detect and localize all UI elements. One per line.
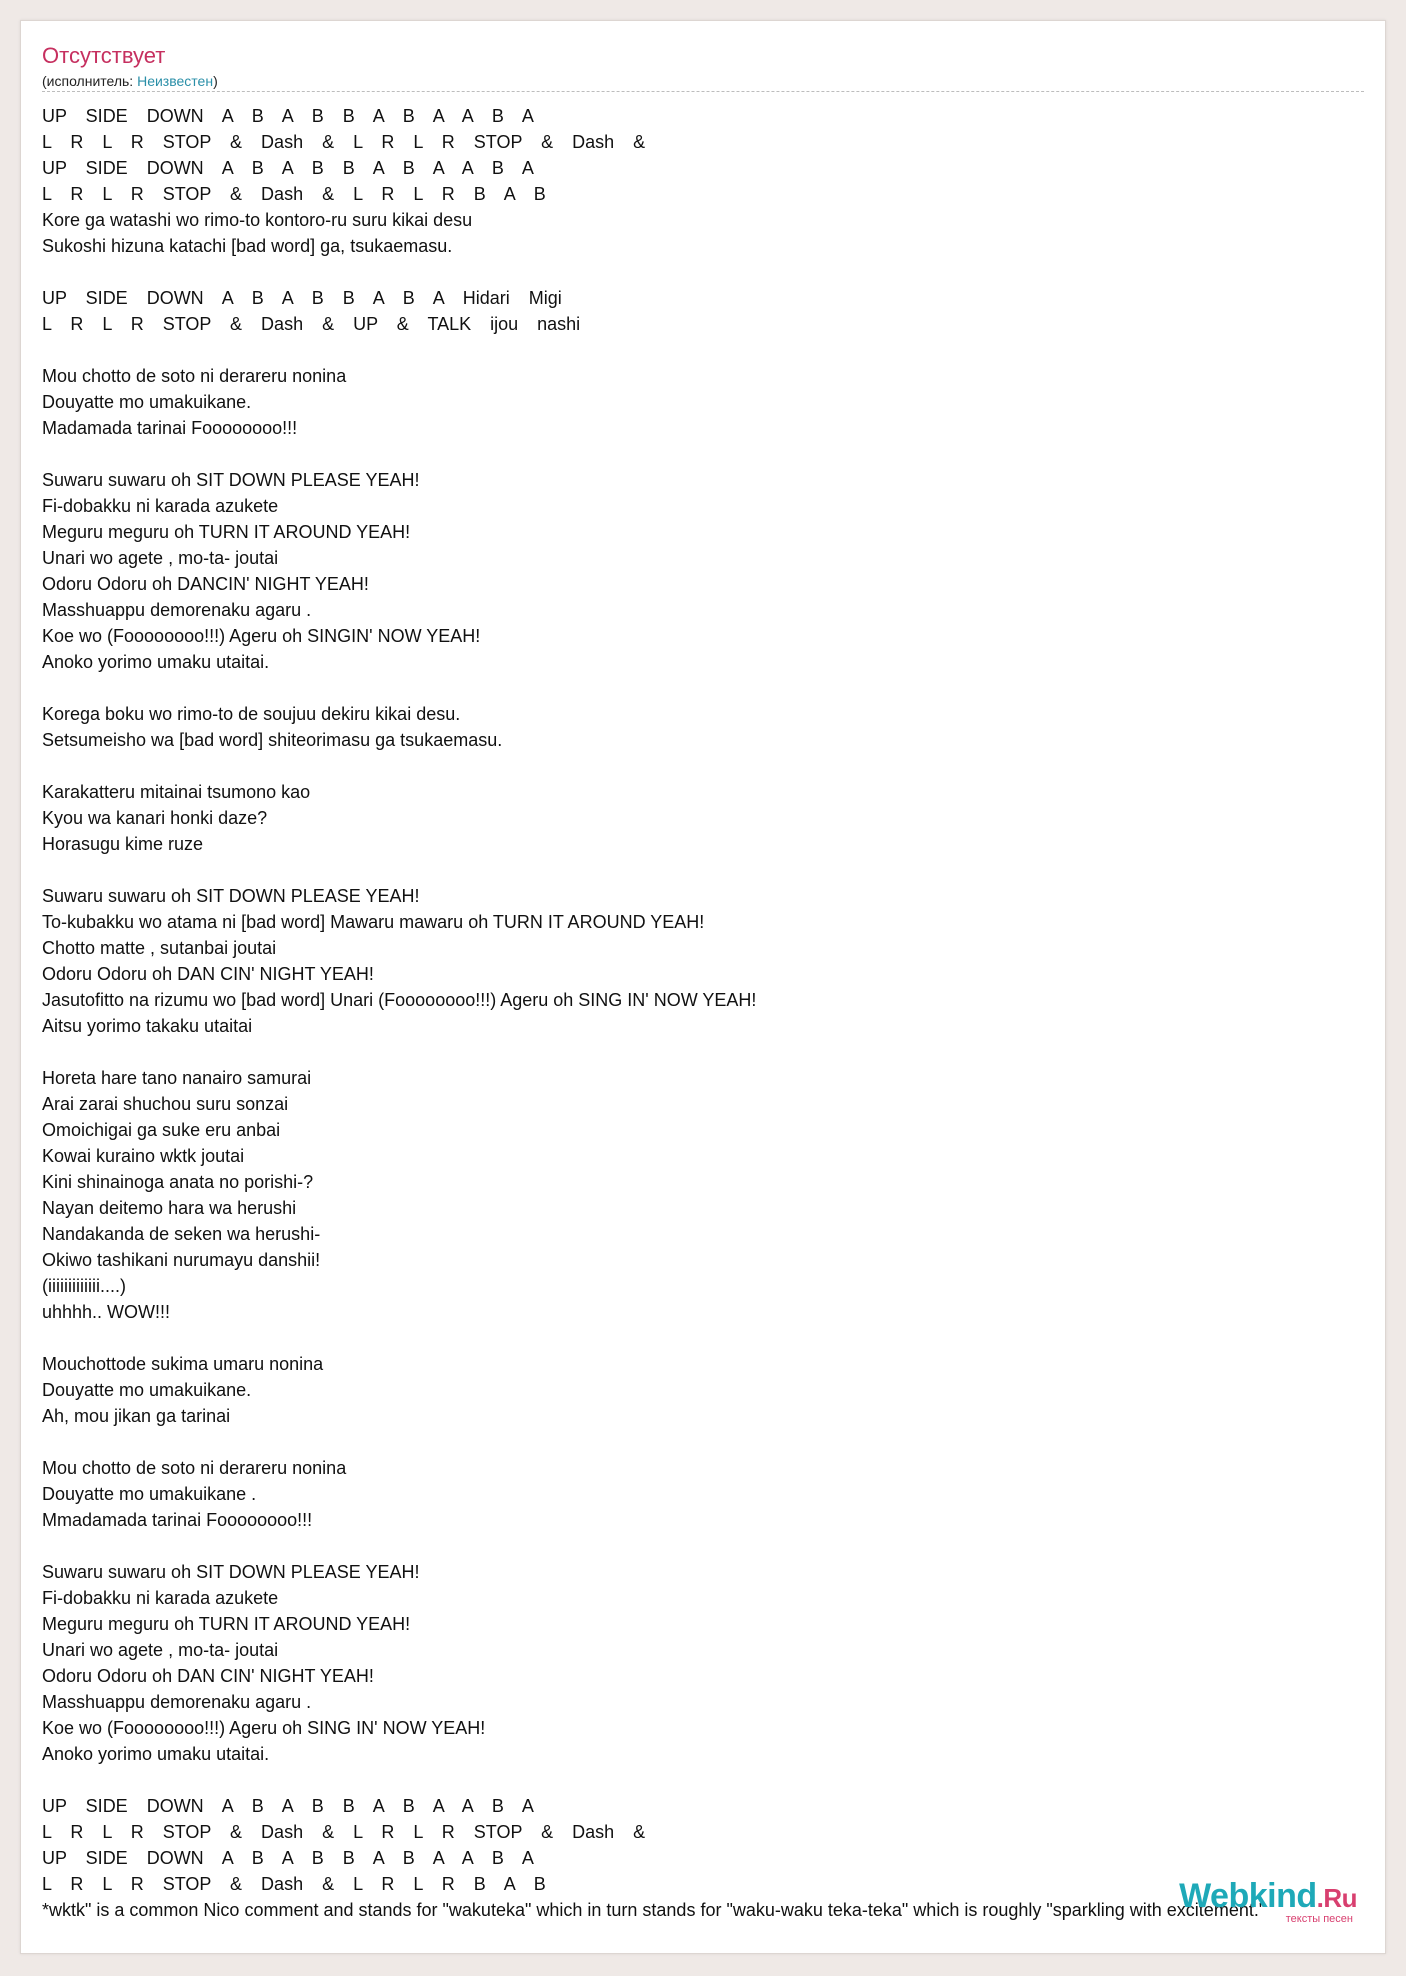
lyric-line: Kore ga watashi wo rimo-to kontoro-ru suru kikai desu: [42, 210, 473, 230]
lyric-line: Horasugu kime ruze: [42, 834, 204, 854]
lyric-blank-line: [42, 1325, 1372, 1351]
lyric-line: Odoru Odoru oh DAN CIN' NIGHT YEAH!: [42, 964, 374, 984]
lyric-blank-line: [42, 753, 1372, 779]
header-divider: [42, 91, 1364, 92]
lyric-line: Arai zarai shuchou suru sonzai: [42, 1094, 289, 1114]
lyric-line: UP SIDE DOWN A B A B B A B A A B A: [42, 158, 534, 178]
lyric-blank-line: [42, 337, 1372, 363]
lyric-line: Jasutofitto na rizumu wo [bad word] Unari (Foooooooo!!!) Ageru oh SING IN' NOW YEAH!: [42, 990, 757, 1010]
lyric-line: Douyatte mo umakuikane.: [42, 392, 252, 412]
lyric-line: Horeta hare tano nanairo samurai: [42, 1068, 312, 1088]
logo-wordmark: Webkind: [1179, 1877, 1317, 1915]
lyric-blank-line: [42, 675, 1372, 701]
lyric-line: Mou chotto de soto ni derareru nonina: [42, 366, 347, 386]
lyric-line: Okiwo tashikani nurumayu danshii!: [42, 1250, 321, 1270]
site-logo[interactable]: [1179, 1879, 1357, 1925]
lyric-line: Meguru meguru oh TURN IT AROUND YEAH!: [42, 1614, 411, 1634]
lyric-line: UP SIDE DOWN A B A B B A B A A B A: [42, 1796, 534, 1816]
logo-tld: .Ru: [1316, 1883, 1357, 1913]
lyric-line: Douyatte mo umakuikane.: [42, 1380, 252, 1400]
lyric-line: Suwaru suwaru oh SIT DOWN PLEASE YEAH!: [42, 886, 420, 906]
lyric-line: Unari wo agete , mo-ta- joutai: [42, 1640, 279, 1660]
lyric-line: UP SIDE DOWN A B A B B A B A A B A: [42, 1848, 534, 1868]
lyric-line: Unari wo agete , mo-ta- joutai: [42, 548, 279, 568]
lyric-line: Sukoshi hizuna katachi [bad word] ga, tsukaemasu.: [42, 236, 453, 256]
lyric-line: Mouchottode sukima umaru nonina: [42, 1354, 324, 1374]
lyric-line: Fi-dobakku ni karada azukete: [42, 496, 279, 516]
lyric-line: L R L R STOP & Dash & L R L R B A B: [42, 1874, 546, 1894]
lyric-line: Suwaru suwaru oh SIT DOWN PLEASE YEAH!: [42, 470, 420, 490]
lyric-line: UP SIDE DOWN A B A B B A B A Hidari Migi: [42, 288, 562, 308]
lyric-line: Suwaru suwaru oh SIT DOWN PLEASE YEAH!: [42, 1562, 420, 1582]
lyric-line: Masshuappu demorenaku agaru .: [42, 600, 312, 620]
lyric-line: Mou chotto de soto ni derareru nonina: [42, 1458, 347, 1478]
lyric-line: Anoko yorimo umaku utaitai.: [42, 652, 270, 672]
song-title: Отсутствует: [42, 43, 166, 68]
lyric-blank-line: [42, 259, 1372, 285]
lyric-line: L R L R STOP & Dash & L R L R B A B: [42, 184, 546, 204]
lyric-line: Koe wo (Foooooooo!!!) Ageru oh SING IN' NOW YEAH!: [42, 1718, 486, 1738]
lyric-line: Kini shinainoga anata no porishi-?: [42, 1172, 314, 1192]
lyric-line: Koe wo (Foooooooo!!!) Ageru oh SINGIN' NOW YEAH!: [42, 626, 481, 646]
lyric-line: Kowai kuraino wktk joutai: [42, 1146, 245, 1166]
lyric-line: To-kubakku wo atama ni [bad word] Mawaru mawaru oh TURN IT AROUND YEAH!: [42, 912, 705, 932]
lyric-line: Mmadamada tarinai Foooooooo!!!: [42, 1510, 313, 1530]
artist-link[interactable]: Неизвестен: [137, 73, 214, 89]
logo-tagline: тексты песен: [1285, 1913, 1353, 1925]
lyric-line: Chotto matte , sutanbai joutai: [42, 938, 277, 958]
lyric-line: Fi-dobakku ni karada azukete: [42, 1588, 279, 1608]
lyric-line: Kyou wa kanari honki daze?: [42, 808, 268, 828]
lyric-line: L R L R STOP & Dash & UP & TALK ijou nashi: [42, 314, 581, 334]
artist-prefix: (исполнитель:: [42, 73, 138, 89]
lyric-line: *wktk" is a common Nico comment and stands for "wakuteka" which in turn stands for "waku-waku teka-teka" which is roughly "sparkling with excitement.": [42, 1900, 1266, 1920]
lyric-line: L R L R STOP & Dash & L R L R STOP & Dash &: [42, 1822, 646, 1842]
lyric-line: uhhhh.. WOW!!!: [42, 1302, 171, 1322]
artist-line: [42, 73, 218, 89]
lyric-line: Odoru Odoru oh DANCIN' NIGHT YEAH!: [42, 574, 369, 594]
lyric-blank-line: [42, 1533, 1372, 1559]
lyric-line: L R L R STOP & Dash & L R L R STOP & Dash &: [42, 132, 646, 152]
lyric-line: UP SIDE DOWN A B A B B A B A A B A: [42, 106, 534, 126]
lyric-blank-line: [42, 441, 1372, 467]
lyric-line: Madamada tarinai Foooooooo!!!: [42, 418, 298, 438]
lyric-line: Setsumeisho wa [bad word] shiteorimasu ga tsukaemasu.: [42, 730, 503, 750]
lyric-line: Korega boku wo rimo-to de soujuu dekiru kikai desu.: [42, 704, 461, 724]
lyric-line: Anoko yorimo umaku utaitai.: [42, 1744, 270, 1764]
lyric-line: Nayan deitemo hara wa herushi: [42, 1198, 297, 1218]
artist-suffix: ): [213, 73, 218, 89]
lyric-line: (iiiiiiiiiiiii....): [42, 1276, 126, 1296]
lyric-line: Nandakanda de seken wa herushi-: [42, 1224, 321, 1244]
lyric-line: Ah, mou jikan ga tarinai: [42, 1406, 231, 1426]
lyrics-text: [42, 103, 1372, 1923]
lyric-blank-line: [42, 1429, 1372, 1455]
lyric-line: Meguru meguru oh TURN IT AROUND YEAH!: [42, 522, 411, 542]
lyric-line: Karakatteru mitainai tsumono kao: [42, 782, 311, 802]
lyric-line: Masshuappu demorenaku agaru .: [42, 1692, 312, 1712]
lyric-blank-line: [42, 857, 1372, 883]
lyric-blank-line: [42, 1039, 1372, 1065]
lyric-line: Douyatte mo umakuikane .: [42, 1484, 257, 1504]
lyric-line: Aitsu yorimo takaku utaitai: [42, 1016, 253, 1036]
lyric-line: Odoru Odoru oh DAN CIN' NIGHT YEAH!: [42, 1666, 374, 1686]
lyric-blank-line: [42, 1767, 1372, 1793]
lyric-line: Omoichigai ga suke eru anbai: [42, 1120, 281, 1140]
lyrics-page: [20, 20, 1386, 1954]
